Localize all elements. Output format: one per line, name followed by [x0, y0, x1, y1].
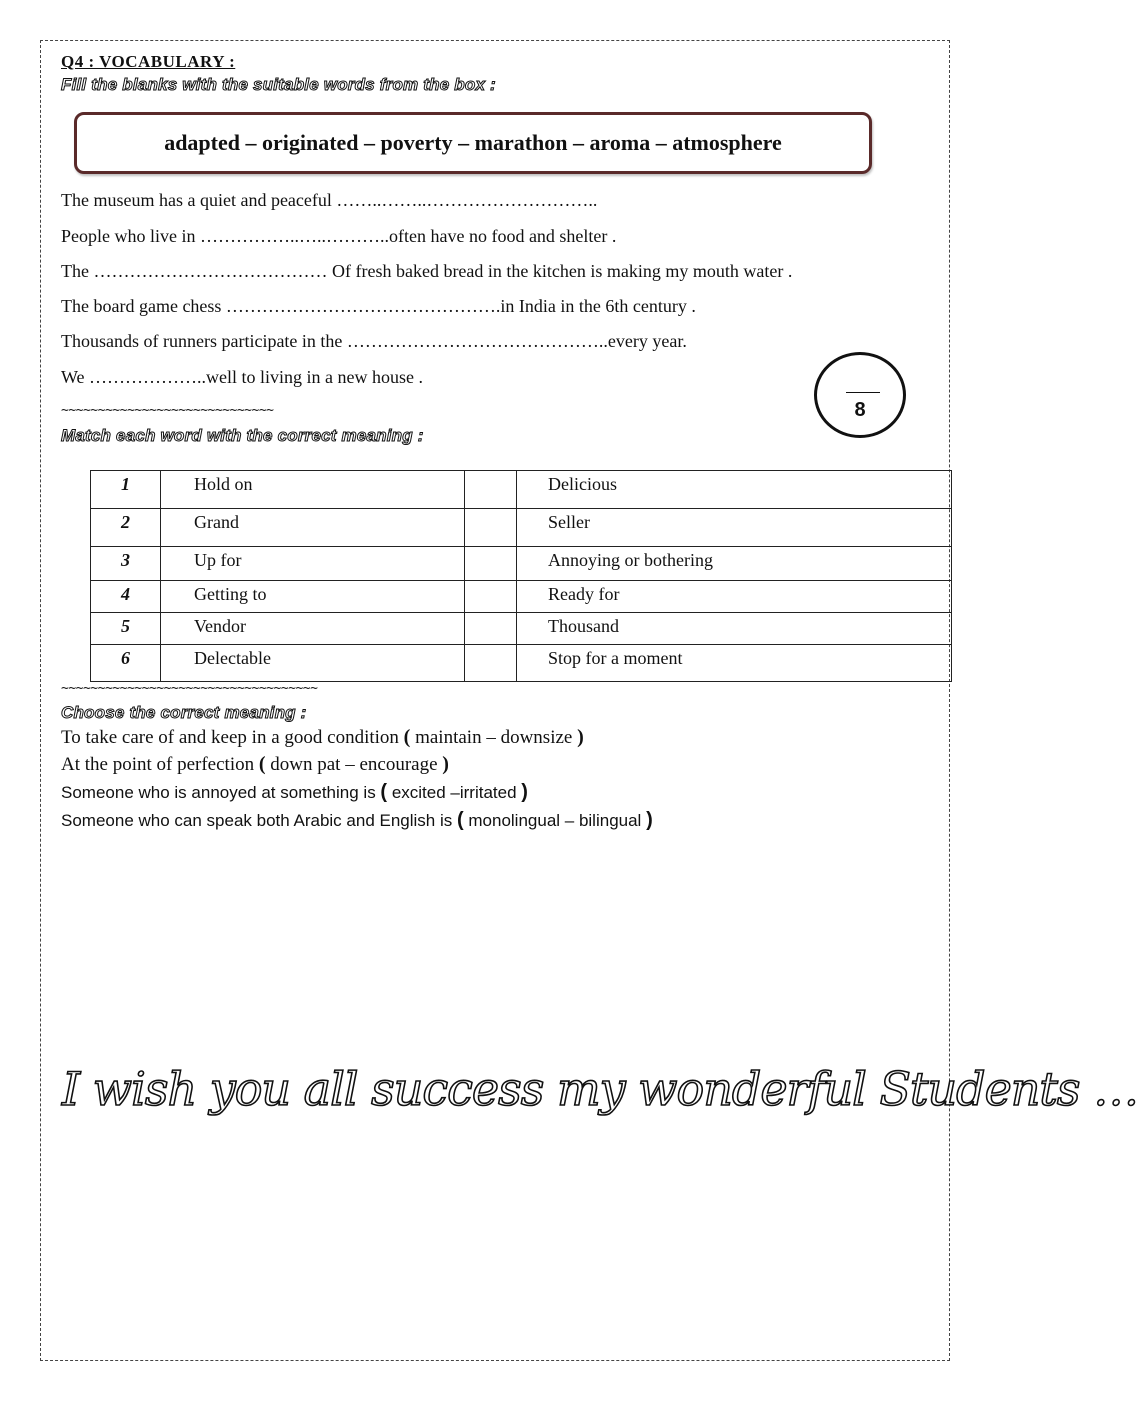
row-number: 5 — [121, 616, 130, 636]
table-row — [91, 509, 952, 547]
choose-item-3 — [61, 781, 528, 804]
word-box — [74, 112, 872, 174]
row-meaning: Delicious — [548, 474, 617, 494]
answer-cell[interactable] — [465, 547, 517, 581]
choose-instruction: Choose the correct meaning : — [61, 703, 307, 722]
choose-item-1 — [61, 726, 584, 749]
choose-options[interactable]: maintain – downsize — [410, 727, 578, 748]
table-row — [91, 581, 952, 613]
row-number: 3 — [121, 550, 130, 570]
choose-text: Someone who is annoyed at something is — [61, 783, 381, 802]
close-paren: ) — [577, 726, 584, 748]
answer-cell[interactable] — [465, 645, 517, 682]
match-instruction: Match each word with the correct meaning : — [61, 426, 424, 445]
table-row — [91, 645, 952, 682]
row-meaning: Stop for a moment — [548, 648, 683, 668]
close-paren: ) — [442, 753, 449, 775]
match-table — [90, 470, 952, 682]
row-word: Vendor — [194, 616, 246, 636]
row-meaning: Annoying or bothering — [548, 550, 713, 570]
row-meaning: Thousand — [548, 616, 619, 636]
row-meaning: Ready for — [548, 584, 620, 604]
choose-item-4 — [61, 809, 653, 832]
choose-options[interactable]: excited –irritated — [387, 783, 522, 802]
row-word: Getting to — [194, 584, 267, 604]
answer-cell[interactable] — [465, 471, 517, 509]
row-number: 4 — [121, 584, 130, 604]
answer-cell[interactable] — [465, 509, 517, 547]
row-word: Grand — [194, 512, 239, 532]
answer-cell[interactable] — [465, 613, 517, 645]
score-value: 8 — [854, 399, 866, 421]
fill-sentence-4: The board game chess ……………………………………….in India in the 6th century . — [61, 296, 696, 316]
row-meaning: Seller — [548, 512, 590, 532]
table-row — [91, 613, 952, 645]
row-word: Delectable — [194, 648, 271, 668]
row-number: 1 — [121, 474, 130, 494]
table-row — [91, 547, 952, 581]
fill-sentence-2: People who live in ……………..…..………..often have no food and shelter . — [61, 226, 617, 246]
fill-sentence-6: We ………………..well to living in a new house . — [61, 367, 424, 387]
row-number: 2 — [121, 512, 130, 532]
score-circle — [814, 352, 906, 438]
open-paren: ( — [258, 753, 266, 775]
word-list: adapted – originated – poverty – marathon – aroma – atmosphere — [164, 130, 782, 155]
score-line — [846, 392, 880, 393]
row-word: Hold on — [194, 474, 253, 494]
close-paren: ) — [646, 809, 653, 831]
answer-cell[interactable] — [465, 581, 517, 613]
close-paren: ) — [521, 781, 528, 803]
fill-sentence-5: Thousands of runners participate in the ……………………………………..every year. — [61, 331, 687, 351]
table-row — [91, 471, 952, 509]
open-paren: ( — [456, 809, 464, 831]
fill-sentence-3: The ………………………………… Of fresh baked bread in the kitchen is making my mouth water . — [61, 261, 793, 281]
closing-message: I wish you all success my wonderful Students … — [62, 1062, 1138, 1116]
open-paren: ( — [380, 781, 388, 803]
open-paren: ( — [403, 726, 411, 748]
separator-2: ~~~~~~~~~~~~~~~~~~~~~~~~~~~~~~~~~~~ — [61, 681, 318, 696]
choose-options[interactable]: down pat – encourage — [265, 754, 443, 775]
row-number: 6 — [121, 648, 130, 668]
choose-options[interactable]: monolingual – bilingual — [463, 811, 647, 830]
choose-item-2 — [61, 753, 449, 776]
row-word: Up for — [194, 550, 242, 570]
fill-instruction: Fill the blanks with the suitable words from the box : — [61, 75, 496, 94]
question-title: Q4 : VOCABULARY : — [61, 52, 236, 71]
choose-text: At the point of perfection — [61, 754, 259, 775]
choose-text: Someone who can speak both Arabic and English is — [61, 811, 457, 830]
choose-text: To take care of and keep in a good condition — [61, 727, 404, 748]
fill-sentence-1: The museum has a quiet and peaceful ……..……..……………………….. — [61, 190, 598, 210]
separator-1: ~~~~~~~~~~~~~~~~~~~~~~~~~~~~~ — [61, 403, 274, 418]
